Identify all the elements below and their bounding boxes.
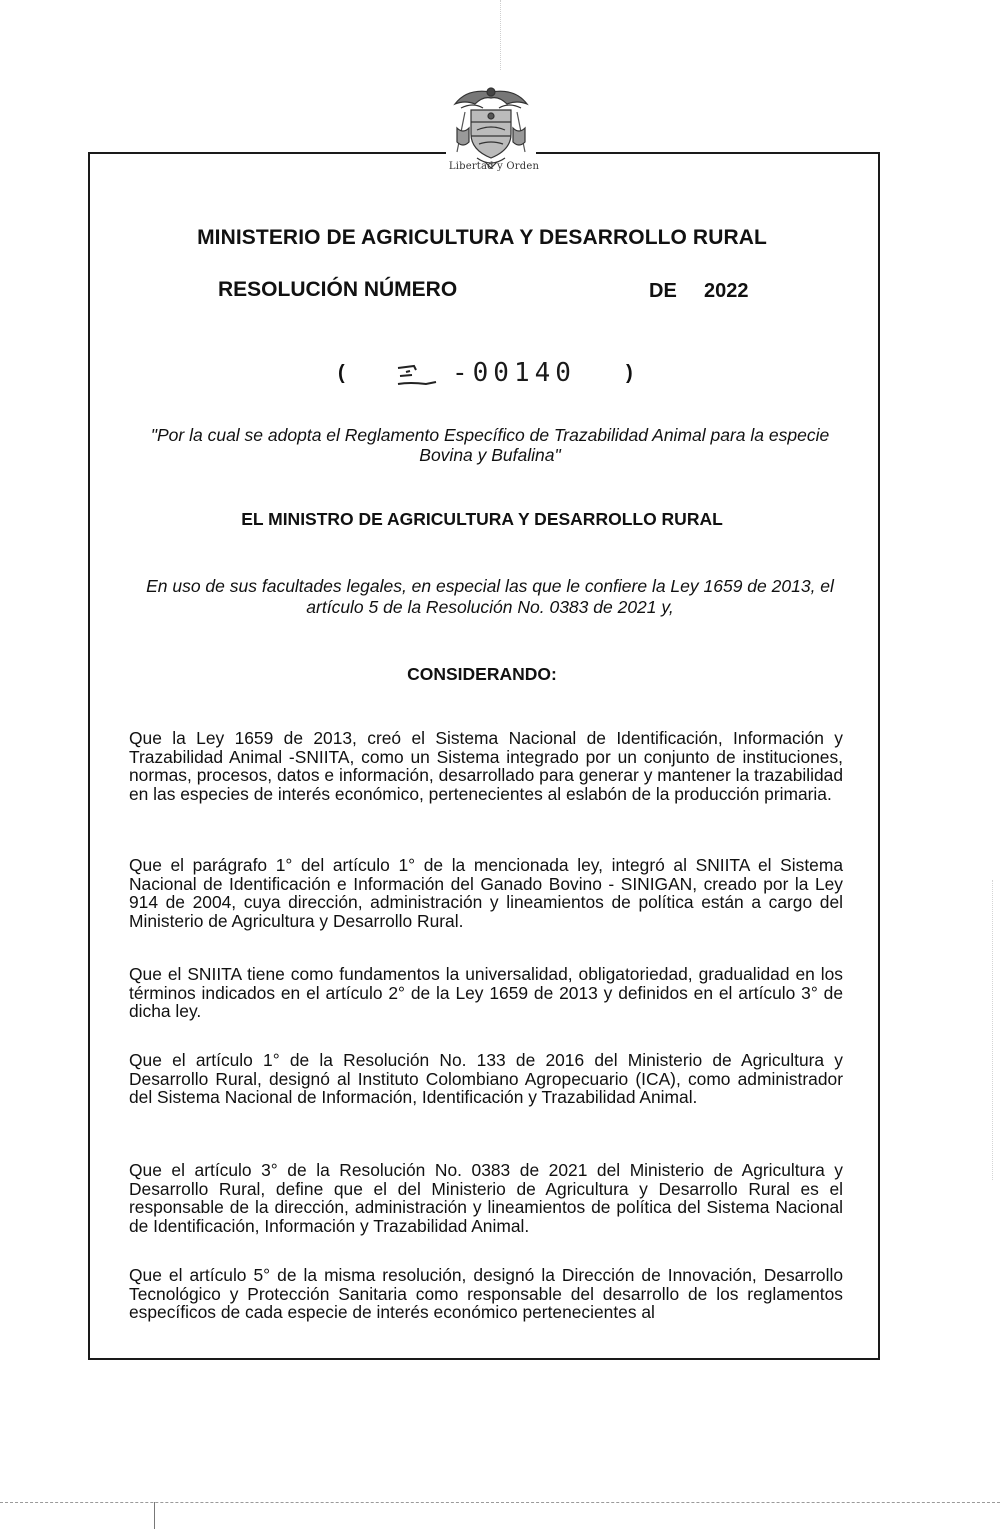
seal-motto: Libertad y Orden [448,161,540,172]
frame-top-left-border [88,152,446,154]
ministry-title: MINISTERIO DE AGRICULTURA Y DESARROLLO RURAL [197,226,767,249]
scan-artifact-line [992,880,993,1180]
considerando-paragraph: Que el artículo 5° de la misma resolución, designó la Dirección de Innovación, Desarrollo Tecnológico y Protección Sanitaria como responsable del desarrollo de los reglamentos específicos de cada especie de interés económico pertenecientes al [129,1265,843,1323]
number-paren-open: ( [338,362,345,384]
frame-top-right-border [536,152,878,154]
resolution-subject: "Por la cual se adopta el Reglamento Específico de Trazabilidad Animal para la especie Bovina y Bufalina" [150,425,830,465]
considerando-paragraph: Que el parágrafo 1° del artículo 1° de la mencionada ley, integró al SNIITA el Sistema Nacional de Identificación e Información del Ganado Bovino - SINIGAN, creado por la Ley 914 de 2004, cuya dirección, administración y lineamientos de política están a cargo del Ministerio de Agricultura y Desarrollo Rural. [129,855,843,931]
stamp-smudge-icon [396,362,456,392]
resolution-number: -00140 [452,358,576,388]
considerando-paragraph: Que el artículo 1° de la Resolución No. 133 de 2016 del Ministerio de Agricultura y Desarrollo Rural, designó al Instituto Colombiano Agropecuario (ICA), como administrador del Sistema Nacional de Información, Identificación y Trazabilidad Animal. [129,1050,843,1108]
legal-powers-statement: En uso de sus facultades legales, en especial las que le confiere la Ley 1659 de 2013, el artículo 5 de la Resolución No. 0383 de 2021 y, [146,576,834,617]
resolution-year: 2022 [704,280,749,302]
considerando-paragraph: Que el SNIITA tiene como fundamentos la universalidad, obligatoriedad, gradualidad en los términos indicados en el artículo 2° de la Ley 1659 de 2013 y definidos en el artículo 3° de dicha ley. [129,964,843,1022]
page-bottom-tick [154,1502,155,1529]
scan-artifact-line [500,0,501,70]
considerando-paragraph: Que la Ley 1659 de 2013, creó el Sistema Nacional de Identificación, Información y Trazabilidad Animal -SNIITA, como un Sistema integrado por un conjunto de instituciones, normas, procesos, datos e información, desarrollado para generar y mantener la trazabilidad en las especies de interés económico, pertenecientes al eslabón de la producción primaria. [129,728,843,804]
considerando-paragraph: Que el artículo 3° de la Resolución No. 0383 de 2021 del Ministerio de Agricultura y Desarrollo Rural, define que el del Ministerio de Agricultura y Desarrollo Rural es el responsable de la dirección, administración y lineamientos de política del Sistema Nacional de Identificación, Información y Trazabilidad Animal. [129,1160,843,1236]
page-bottom-divider [0,1502,1000,1503]
resolution-number-label: RESOLUCIÓN NÚMERO [218,278,458,301]
minister-title: EL MINISTRO DE AGRICULTURA Y DESARROLLO RURAL [241,509,723,529]
resolution-de-label: DE [649,280,677,302]
considerando-heading: CONSIDERANDO: [407,664,557,684]
number-paren-close: ) [626,362,633,384]
